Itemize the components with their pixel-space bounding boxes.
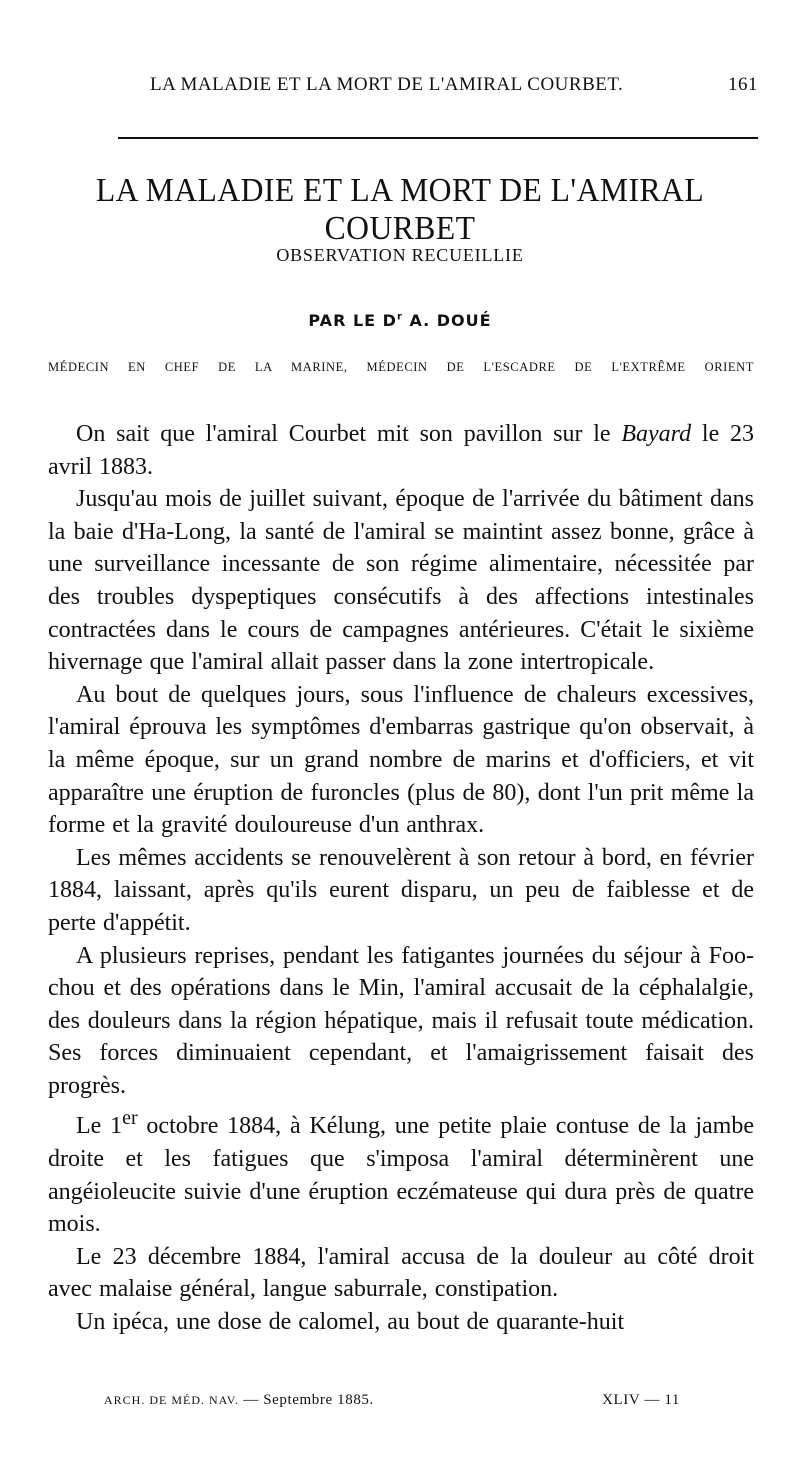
sheet-signature: XLIV — 11 [602,1392,680,1408]
paragraph-1-end: le 23 avril 1883. [48,421,754,480]
journal-abbrev: ARCH. DE MÉD. NAV. [104,1393,239,1407]
paragraph-1-start: On sait que l'amiral Courbet mit son pavillon sur le [76,421,622,447]
header-rule [118,137,758,139]
paragraph-4: Les mêmes accidents se renouvelèrent à son retour à bord, en février 1884, laissant, après qu'ils eurent disparu, un peu de faiblesse et de perte d'appétit. [48,844,754,936]
paragraph-3: Au bout de quelques jours, sous l'influence de chaleurs excessives, l'amiral éprouva les symptômes d'embarras gastrique qu'on observait, à la même époque, sur un grand nombre de marins et d'officiers, et vit apparaître une éruption de furoncles (plus de 80), dont l'un prit même la forme et la gravité douloureuse d'un anthrax. [48,681,754,839]
running-head-title: LA MALADIE ET LA MORT DE L'AMIRAL COURBET. [150,74,624,95]
issue-date: Septembre 1885. [263,1392,374,1408]
paragraph-6-start: Le 1 [76,1113,123,1140]
byline [0,311,800,330]
byline-sup: r [396,311,403,323]
author-role: MÉDECIN EN CHEF DE LA MARINE, MÉDECIN DE L'ESCADRE DE L'EXTRÊME ORIENT [48,360,754,374]
paragraph-6-sup: er [122,1107,138,1130]
paragraph-1 [48,418,754,483]
paragraph-8: Un ipéca, une dose de calomel, au bout de quarante-huit [76,1309,625,1336]
paragraph-6 [48,1102,754,1240]
byline-prefix: PAR LE D [308,311,397,330]
paragraph-2: Jusqu'au mois de juillet suivant, époque de l'arrivée du bâtiment dans la baie d'Ha-Long, la santé de l'amiral se maintint assez bonne, grâce à une surveillance incessante de son régime alimentaire, nécessitée par des troubles dyspeptiques consécutifs à des affections intestinales contractées dans le cours de campagnes antérieures. C'était le sixième hivernage que l'amiral allait passer dans la zone intertropicale. [48,486,754,676]
paragraph-6-end: octobre 1884, à Kélung, une petite plaie contuse de la jambe droite et les fatigues que s'imposa l'amiral déterminèrent une angéioleucite suivie d'une éruption eczémateuse qui dura près de quatre mois. [48,1113,755,1238]
running-head [48,74,768,104]
ship-name: Bayard [621,421,692,447]
paragraph-7: Le 23 décembre 1884, l'amiral accusa de la douleur au côté droit avec malaise général, langue saburrale, constipation. [48,1243,754,1303]
footer-dash: — [238,1392,264,1408]
paragraph-5: A plusieurs reprises, pendant les fatigantes journées du séjour à Foo-chou et des opérations dans le Min, l'amiral accusait de la céphalalgie, des douleurs dans la région hépatique, mais il refusait toute médication. Ses forces diminuaient cependant, et l'amaigrissement faisait des progrès. [48,942,754,1099]
page-number: 161 [728,74,758,95]
body-text [48,418,754,1339]
article-subtitle: OBSERVATION RECUEILLIE [276,245,524,265]
byline-name: A. DOUÉ [402,311,492,330]
footer-citation [104,1392,374,1409]
page-footer [104,1392,680,1418]
article-title: LA MALADIE ET LA MORT DE L'AMIRAL COURBET [95,172,705,247]
